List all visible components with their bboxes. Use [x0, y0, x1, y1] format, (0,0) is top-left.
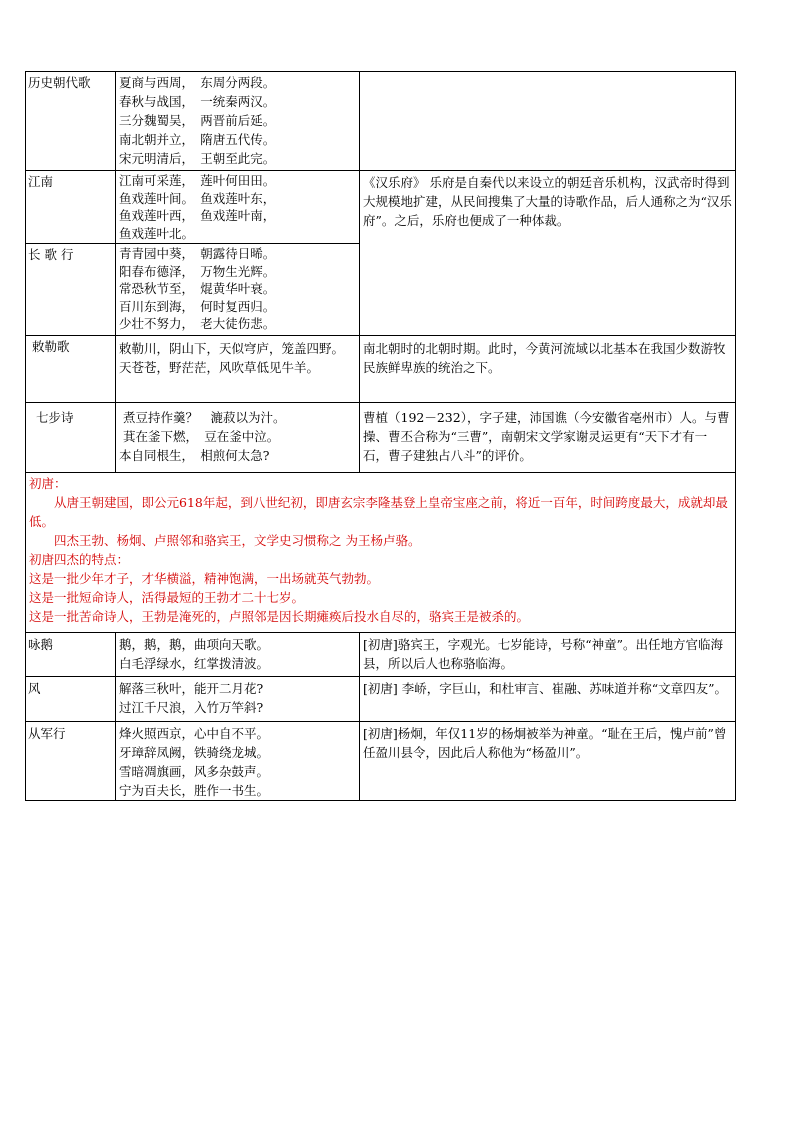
- poem-note: 南北朝时的北朝时期。此时，今黄河流域以北基本在我国少数游牧民族鲜卑族的统治之下。: [363, 341, 726, 375]
- poem-title: 风: [28, 681, 41, 696]
- chutang-section: [26, 473, 735, 632]
- poem-line: 阳春布德泽， 万物生光辉。: [119, 263, 276, 279]
- poem-text: [116, 722, 359, 800]
- poem-line: 煮豆持作羹？ 漉菽以为汁。: [119, 410, 286, 425]
- poem-line: 解落三秋叶，能开二月花?: [119, 681, 264, 696]
- poem-text: [116, 171, 359, 243]
- feature-item: 这是一批苦命诗人，王勃是淹死的，卢照邻是因长期瘫痪后投水自尽的，骆宾王是被杀的。: [29, 609, 530, 624]
- poem-title: 从军行: [28, 726, 66, 741]
- poem-line: 宋元明清后， 王朝至此完。: [119, 151, 276, 166]
- poem-line: 春秋与战国， 一统秦两汉。: [119, 94, 276, 109]
- poem-line: 鱼戏莲叶西， 鱼戏莲叶南，: [119, 208, 276, 223]
- poem-line: 夏商与西周， 东周分两段。: [119, 75, 276, 90]
- poem-title: 江南: [28, 174, 54, 189]
- poem-line: 鹅，鹅，鹅，曲项向天歌。: [119, 637, 270, 652]
- poem-line: 敕勒川，阴山下，天似穹庐，笼盖四野。: [119, 341, 345, 356]
- poem-line: 萁在釜下燃， 豆在釜中泣。: [119, 429, 280, 444]
- poem-line: 三分魏蜀吴， 两晋前后延。: [119, 113, 276, 128]
- poem-line: 宁为百夫长，胜作一书生。: [119, 783, 270, 798]
- poem-line: 江南可采莲， 莲叶何田田。: [119, 173, 276, 188]
- poem-note: [360, 72, 735, 170]
- section-paragraph: 从唐王朝建国，即公元618年起，到八世纪初，即唐玄宗李隆基登上皇帝宝座之前，将近一百年，时间跨度最大，成就却最低。: [29, 495, 728, 529]
- poem-line: 牙璋辞凤阙，铁骑绕龙城。: [119, 745, 270, 760]
- poem-text: [116, 72, 359, 170]
- poem-title: 长 歌 行: [28, 247, 74, 262]
- poem-line: 南北朝并立， 隋唐五代传。: [119, 132, 276, 147]
- poem-note: [初唐] 李峤，字巨山，和杜审言、崔融、苏味道并称“文章四友”。: [363, 681, 728, 696]
- poem-note: 曹植（192－232），字子建，沛国谯（今安徽省亳州市）人。与曹操、曹丕合称为“三曹”，南朝宋文学家谢灵运更有“天下才有一石，曹子建独占八斗”的评价。: [363, 410, 730, 463]
- poem-text: [116, 403, 359, 472]
- feature-item: 这是一批少年才子，才华横溢，精神饱满，一出场就英气勃勃。: [29, 571, 380, 586]
- poem-line: 本自同根生， 相煎何太急?: [119, 448, 270, 463]
- poetry-table: [25, 71, 736, 801]
- poem-text: [116, 244, 359, 335]
- poem-line: 过江千尺浪，入竹万竿斜?: [119, 700, 264, 715]
- poem-note: [初唐]杨炯，年仅11岁的杨炯被举为神童。“耻在王后，愧卢前”曾任盈川县令，因此后人称他为“杨盈川”。: [363, 726, 727, 760]
- poem-line: 青青园中葵， 朝露待日晞。: [119, 246, 276, 261]
- poem-title: 历史朝代歌: [28, 75, 91, 90]
- poem-text: [116, 336, 359, 402]
- section-paragraph: 四杰王勃、杨炯、卢照邻和骆宾王，文学史习惯称之 为王杨卢骆。: [29, 533, 421, 548]
- poem-title: 敕勒歌: [28, 339, 70, 354]
- poem-line: 少壮不努力， 老大徒伤悲。: [119, 316, 276, 331]
- poem-text: [116, 677, 359, 721]
- poem-line: 鱼戏莲叶北。: [119, 225, 195, 241]
- poem-line: 天苍苍，野茫茫，风吹草低见牛羊。: [119, 360, 320, 375]
- section-heading: 初唐：: [29, 476, 67, 491]
- features-heading: 初唐四杰的特点：: [29, 552, 130, 567]
- poem-note: [初唐]骆宾王，字观光。七岁能诗，号称“神童”。出任地方官临海县，所以后人也称骆临海。: [363, 637, 724, 671]
- feature-item: 这是一批短命诗人，活得最短的王勃才二十七岁。: [29, 590, 305, 605]
- poem-line: 雪暗凋旗画，风多杂鼓声。: [119, 764, 270, 779]
- poem-line: 常恐秋节至， 焜黄华叶衰。: [119, 281, 276, 296]
- poem-line: 百川东到海， 何时复西归。: [119, 298, 276, 314]
- poem-note: 《汉乐府》 乐府是自秦代以来设立的朝廷音乐机构，汉武帝时得到大规模地扩建，从民间搜集了大量的诗歌作品，后人通称之为“汉乐府”。之后，乐府也便成了一种体裁。: [363, 175, 732, 228]
- poem-title: 咏鹅: [28, 637, 54, 652]
- poem-line: 白毛浮绿水，红掌拨清波。: [119, 656, 270, 671]
- poem-line: 烽火照西京，心中自不平。: [119, 726, 270, 741]
- poem-line: 鱼戏莲叶间。 鱼戏莲叶东，: [119, 190, 276, 206]
- poem-text: [116, 633, 359, 676]
- poem-title: 七步诗: [28, 410, 74, 425]
